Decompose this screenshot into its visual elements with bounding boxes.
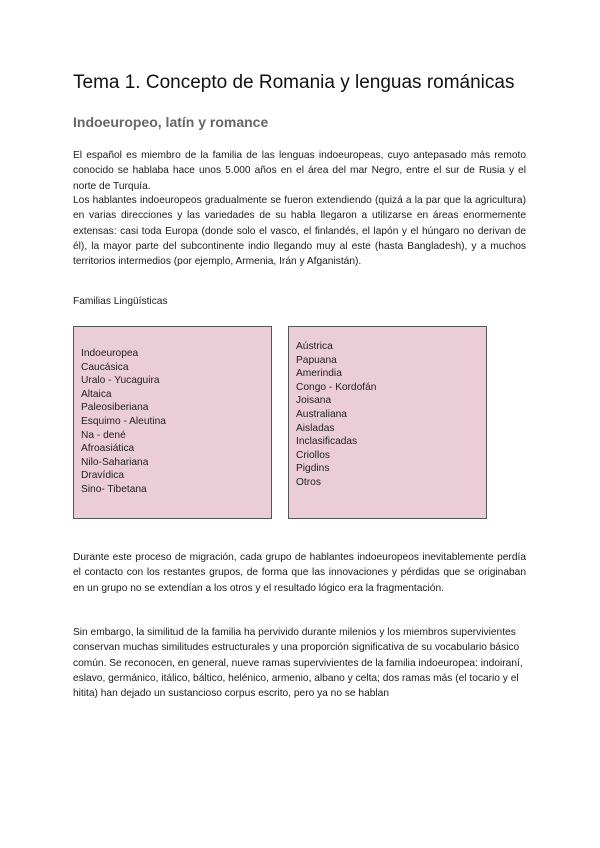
family-item: Indoeuropea [81, 348, 139, 359]
paragraph-intro: El español es miembro de la familia de las lenguas indoeuropeas, cuyo antepasado más remoto conocido se hablaba hace unos 5.000 años en el área del mar Negro, entre el sur de Rusia y el norte de Turquía. [73, 150, 526, 192]
family-item: Aústrica [296, 341, 333, 352]
families-box-right [288, 326, 487, 519]
family-item: Esquimo - Aleutina [81, 415, 166, 427]
family-item: Papuana [296, 354, 337, 366]
family-item: Altaica [81, 388, 112, 400]
family-item: Criollos [296, 449, 330, 461]
paragraph-similarity: Sin embargo, la similitud de la familia ha pervivido durante milenios y los miembros supervivientes conservan muchas similitudes estructurales y una proporción significativa de su vocabulario básico común. Se reconocen, en general, nueve ramas supervivientes de la familia indoeuropea: indoiraní, eslavo, germánico, itálico, báltico, helénico, armenio, albano y celta; dos ramas más (el tocario y el hitita) han dejado un sustancioso corpus escrito, pero ya no se hablan [73, 627, 523, 700]
family-item: Paleosiberiana [81, 402, 149, 414]
paragraph-migration: Durante este proceso de migración, cada grupo de hablantes indoeuropeos inevitablemente perdía el contacto con los restantes grupos, de forma que las innovaciones y pérdidas que se originaban en un grupo no se extendían a los otros y el resultado lógico era la fragmentación. [73, 552, 526, 594]
family-item: Na - dené [81, 429, 126, 441]
families-list-left [81, 347, 166, 497]
family-item: Inclasificadas [296, 436, 358, 448]
family-item: Nilo-Sahariana [81, 456, 149, 468]
family-item: Joisana [296, 395, 332, 407]
families-box-left [73, 326, 272, 519]
families-list-right [296, 340, 376, 490]
document-subtitle: Indoeuropeo, latín y romance [73, 114, 269, 130]
family-item: Dravídica [81, 470, 125, 482]
family-item: Caucásica [81, 361, 129, 373]
family-item: Australiana [296, 408, 347, 420]
family-item: Sino- Tibetana [81, 483, 147, 495]
family-item: Pigdins [296, 463, 330, 475]
paragraph-expansion: Los hablantes indoeuropeos gradualmente se fueron extendiendo (quizá a la par que la agricultura) en varias direcciones y las variedades de su habla llegaron a utilizarse en áreas enormemente extensas: casi toda Europa (donde solo el vasco, el finlandés, el lapón y el húngaro no derivan de él), la mayor parte del subcontinente indio llegando muy al este (hasta Bangladesh), y a muchos territorios intermedios (por ejemplo, Armenia, Irán y Afganistán). [73, 195, 526, 268]
family-item: Uralo - Yucaguira [81, 375, 160, 387]
family-item: Afroasiática [81, 443, 135, 455]
family-item: Aisladas [296, 422, 335, 434]
family-item: Amerindia [296, 368, 342, 380]
families-heading: Familias Lingüísticas [73, 296, 168, 307]
family-item: Otros [296, 476, 321, 488]
family-item: Congo - Kordofán [296, 381, 377, 393]
document-title: Tema 1. Concepto de Romania y lenguas románicas [73, 72, 515, 93]
